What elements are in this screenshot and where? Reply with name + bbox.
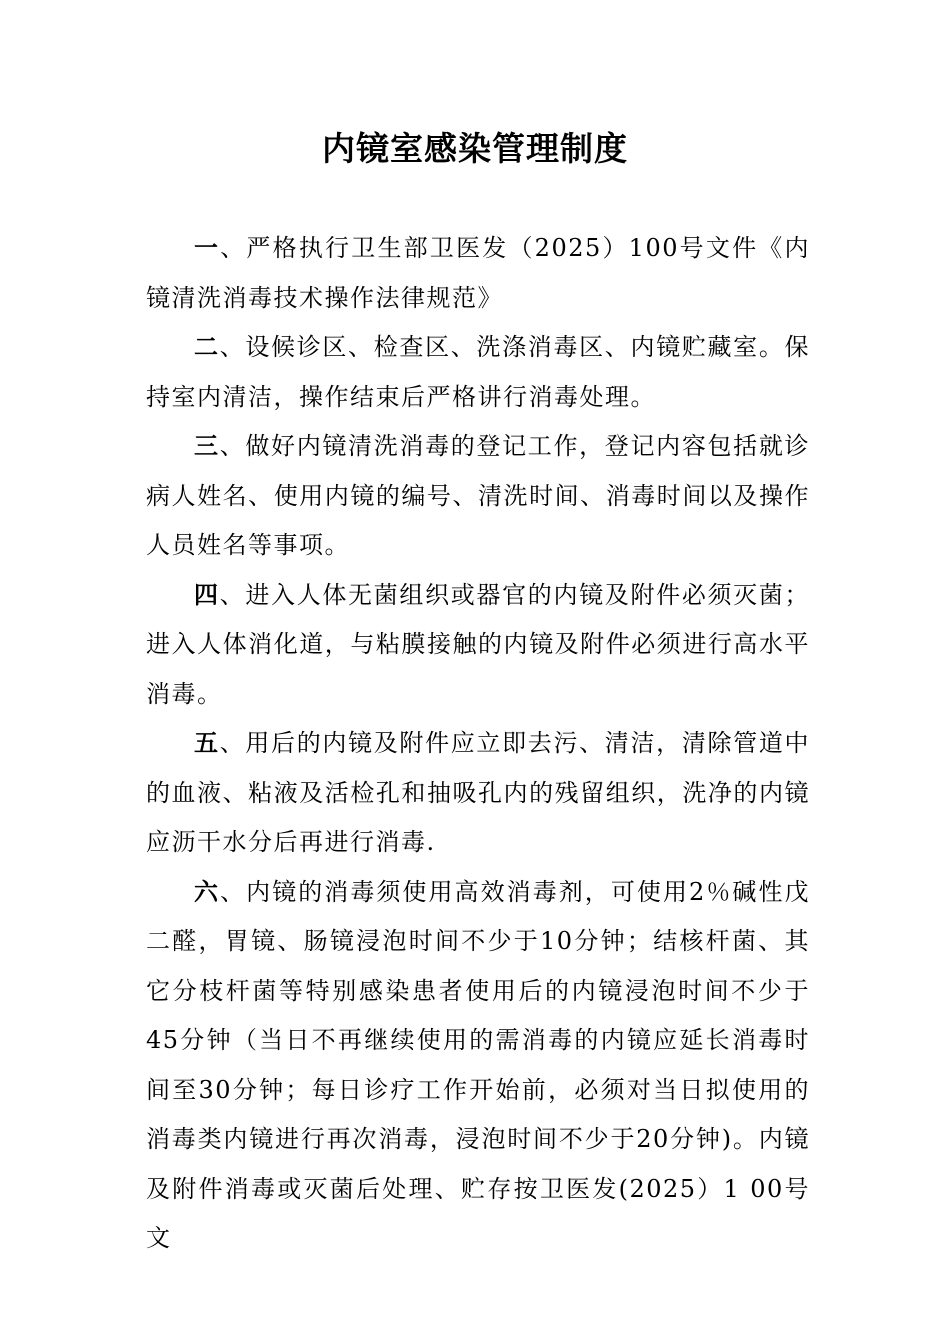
paragraph-number: 四 bbox=[194, 580, 220, 609]
paragraph-number: 二 bbox=[194, 333, 220, 361]
paragraph-text: 、做好内镜清洗消毒的登记工作，登记内容包括就诊病人姓名、使用内镜的编号、清洗时间、消毒时间以及操作人员姓名等事项。 bbox=[146, 432, 811, 559]
paragraph-text: 、严格执行卫生部卫医发（2025）100号文件《内镜清洗消毒技术操作法律规范》 bbox=[146, 234, 811, 312]
paragraph-5 bbox=[146, 719, 810, 868]
paragraph-number: 五 bbox=[194, 729, 220, 757]
paragraph-text: 、内镜的消毒须使用高效消毒剂，可使用2％碱性戊二醛，胃镜、肠镜浸泡时间不少于10分钟；结核杆菌、其它分枝杆菌等特别感染患者使用后的内镜浸泡时间不少于45分钟（当日不再继续使用的需消毒的内镜应延长消毒时间至30分钟；每日诊疗工作开始前，必须对当日拟使用的消毒类内镜进行再次消毒，浸泡时间不少于20分钟)。内镜及附件消毒或灭菌后处理、贮存按卫医发(2025）1 00号文 bbox=[146, 877, 810, 1252]
paragraph-number: 六 bbox=[194, 877, 221, 906]
paragraph-1 bbox=[146, 224, 810, 323]
paragraph-text: 、用后的内镜及附件应立即去污、清洁，清除管道中的血液、粘液及活检孔和抽吸孔内的残留组织，洗净的内镜应沥干水分后再进行消毒. bbox=[146, 729, 811, 856]
paragraph-number: 一 bbox=[194, 234, 221, 262]
paragraph-text: 、进入人体无菌组织或器官的内镜及附件必须灭菌；进入人体消化道，与粘膜接触的内镜及附件必须进行高水平消毒。 bbox=[146, 580, 811, 708]
paragraph-4 bbox=[146, 571, 810, 720]
page-title: 内镜室感染管理制度 bbox=[322, 129, 628, 168]
paragraph-text: 、设候诊区、检查区、洗涤消毒区、内镜贮藏室。保持室内清洁，操作结束后严格讲行消毒处理。 bbox=[146, 333, 811, 411]
paragraph-2 bbox=[146, 323, 810, 422]
document-body bbox=[146, 224, 810, 1264]
paragraph-6 bbox=[146, 868, 810, 1264]
paragraph-3 bbox=[146, 422, 810, 571]
paragraph-number: 三 bbox=[194, 432, 220, 460]
